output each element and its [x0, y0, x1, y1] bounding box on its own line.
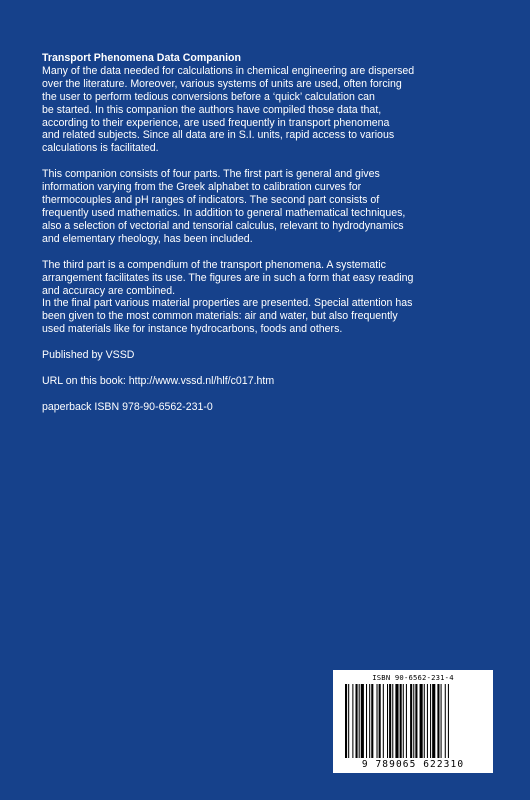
intro-line: over the literature. Moreover, various systems of units are used, often forcing	[42, 77, 402, 90]
contents-line: and elementary rheology, has been included.	[42, 232, 253, 245]
publisher-line: Published by VSSD	[42, 349, 135, 362]
intro-line: calculations is facilitated.	[42, 142, 159, 155]
contents-paragraph	[42, 168, 504, 245]
part-three-line: arrangement facilitates its use. The figures are in such a form that easy reading	[42, 271, 414, 284]
contents-line: information varying from the Greek alphabet to calibration curves for	[42, 181, 362, 194]
final-part-paragraph	[42, 297, 504, 336]
blurb-text-block	[42, 52, 504, 414]
intro-paragraph	[42, 65, 504, 155]
intro-line: Many of the data needed for calculations in chemical engineering are dispersed	[42, 64, 415, 77]
url-line: URL on this book: http://www.vssd.nl/hlf/c017.htm	[42, 375, 275, 388]
intro-line: the user to perform tedious conversions before a ‘quick’ calculation can	[42, 90, 375, 103]
intro-line: and related subjects. Since all data are in S.I. units, rapid access to various	[42, 129, 395, 142]
contents-line: This companion consists of four parts. The first part is general and gives	[42, 168, 380, 181]
barcode-digits: 9 789065 622310	[361, 759, 465, 770]
isbn-line: paperback ISBN 978-90-6562-231-0	[42, 400, 213, 413]
intro-line: according to their experience, are used frequently in transport phenomena	[42, 116, 390, 129]
contents-line: thermocouples and pH ranges of indicators. The second part consists of	[42, 194, 380, 207]
contents-line: frequently used mathematics. In addition to general mathematical techniques,	[42, 206, 406, 219]
part-three-paragraph	[42, 259, 504, 298]
intro-line: be started. In this companion the authors have compiled those data that,	[42, 103, 382, 116]
part-three-line: and accuracy are combined.	[42, 284, 176, 297]
barcode-isbn-text: ISBN 90-6562-231-4	[372, 673, 454, 682]
contents-line: also a selection of vectorial and tensorial calculus, relevant to hydrodynamics	[42, 219, 404, 232]
book-title: Transport Phenomena Data Companion	[42, 52, 241, 64]
barcode-bars	[343, 684, 483, 758]
final-part-line: In the final part various material properties are presented. Special attention has	[42, 297, 413, 310]
final-part-line: been given to the most common materials: air and water, but also frequently	[42, 310, 398, 323]
final-part-line: used materials like for instance hydrocarbons, foods and others.	[42, 323, 343, 336]
part-three-line: The third part is a compendium of the transport phenomena. A systematic	[42, 258, 386, 271]
isbn-barcode	[333, 670, 493, 773]
